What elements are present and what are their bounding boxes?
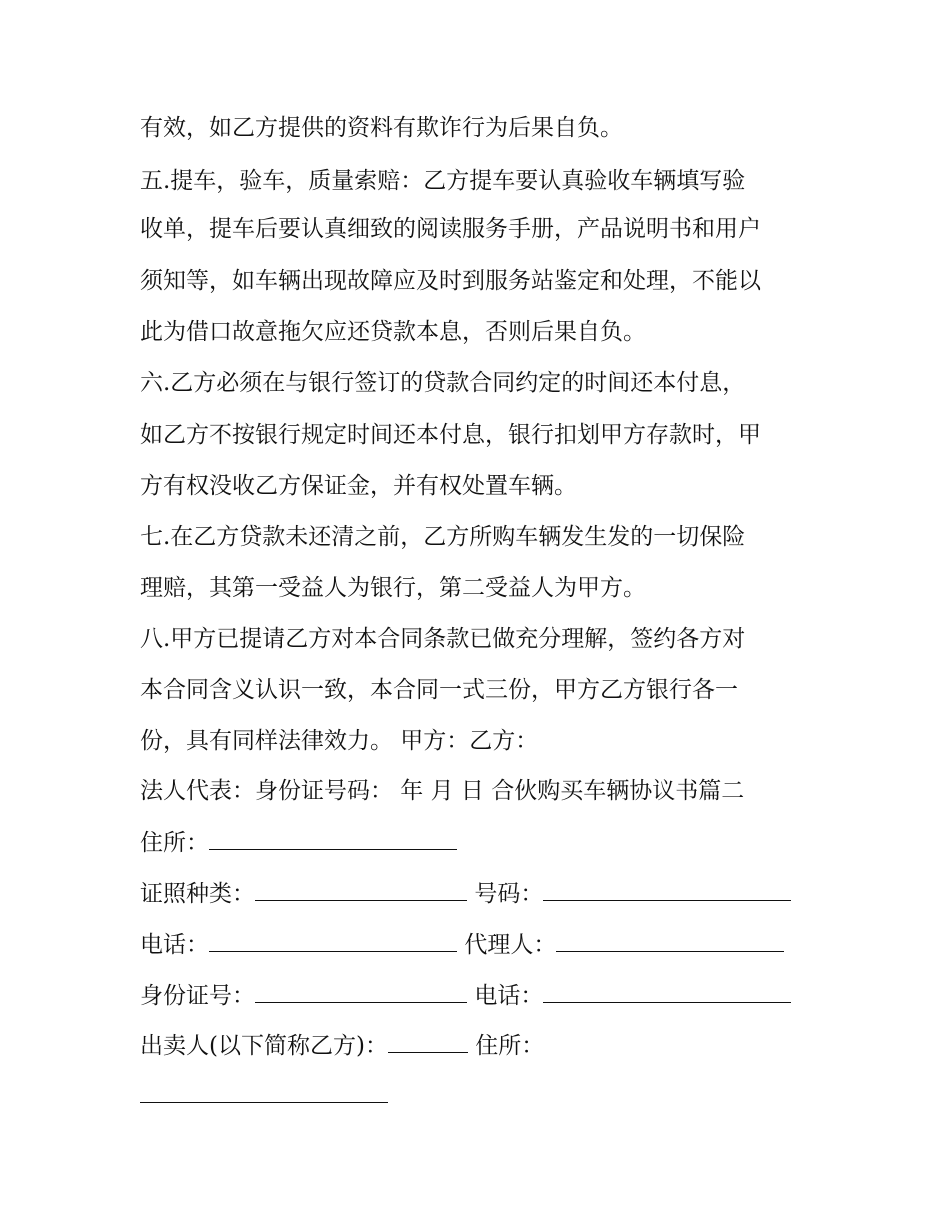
text-line: 须知等，如车辆出现故障应及时到服务站鉴定和处理，不能以 (140, 268, 761, 294)
phone-label-2: 电话： (474, 983, 544, 1009)
text-line: 法人代表：身份证号码： 年 月 日 合伙购买车辆协议书篇二 (140, 778, 745, 804)
seller-row (140, 1030, 840, 1061)
text-line: 收单，提车后要认真细致的阅读服务手册，产品说明书和用户 (140, 216, 761, 242)
residence-blank (209, 827, 457, 850)
text-line: 五.提车，验车，质量索赔：乙方提车要认真验收车辆填写验 (140, 168, 746, 194)
phone-blank-2 (543, 980, 791, 1003)
text-line: 八.甲方已提请乙方对本合同条款已做充分理解，签约各方对 (140, 626, 746, 652)
agent-label: 代理人： (464, 932, 557, 958)
text-line: 七.在乙方贷款未还清之前，乙方所购车辆发生发的一切保险 (140, 524, 746, 550)
text-line: 如乙方不按银行规定时间还本付息，银行扣划甲方存款时，甲 (140, 422, 761, 448)
text-line: 此为借口故意拖欠应还贷款本息，否则后果自负。 (140, 319, 646, 345)
text-line: 方有权没收乙方保证金，并有权处置车辆。 (140, 473, 577, 499)
phone-label: 电话： (140, 932, 209, 958)
text-line: 理赔，其第一受益人为银行，第二受益人为甲方。 (140, 575, 646, 601)
number-label: 号码： (474, 881, 544, 907)
number-blank (543, 878, 791, 901)
residence-label: 住所： (140, 830, 209, 856)
phone-agent-row (140, 929, 840, 960)
residence-row (140, 827, 840, 858)
seller-blank (388, 1030, 468, 1053)
id-number-row (140, 980, 840, 1011)
id-type-label: 证照种类： (140, 881, 255, 907)
text-line: 份，具有同样法律效力。 甲方：乙方： (140, 728, 539, 754)
text-line: 有效，如乙方提供的资料有欺诈行为后果自负。 (140, 115, 623, 141)
text-line: 六.乙方必须在与银行签订的贷款合同约定的时间还本付息， (140, 370, 746, 396)
seller-label: 出卖人(以下简称乙方)： (140, 1033, 388, 1059)
id-type-blank (255, 878, 467, 901)
seller-residence-blank (140, 1080, 388, 1103)
seller-residence-label: 住所： (475, 1033, 545, 1059)
text-line: 本合同含义认识一致，本合同一式三份，甲方乙方银行各一 (140, 677, 738, 703)
agent-blank (556, 929, 784, 952)
id-number-blank (255, 980, 467, 1003)
id-number-label: 身份证号： (140, 983, 255, 1009)
id-type-row (140, 878, 840, 909)
seller-residence-row (140, 1080, 840, 1111)
phone-blank (209, 929, 457, 952)
